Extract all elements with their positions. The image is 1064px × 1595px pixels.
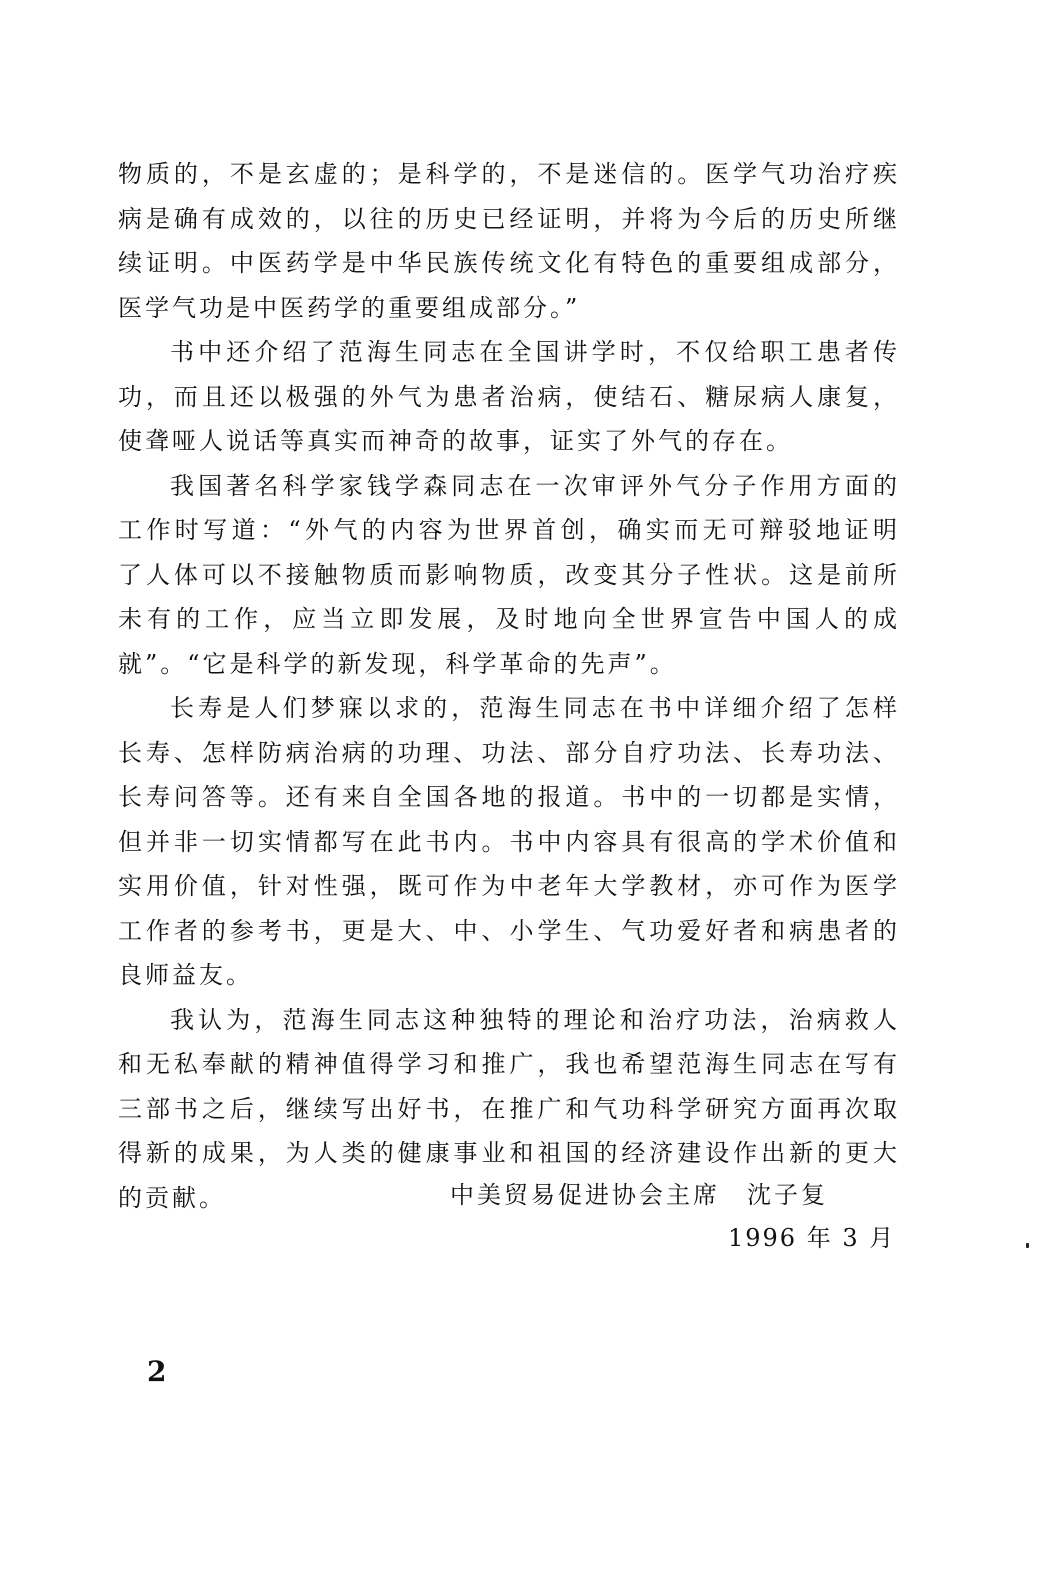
text-line: 的贡献。 xyxy=(118,1183,226,1212)
body-text xyxy=(118,152,900,1220)
author-signature: 中美贸易促进协会主席 沈子复 xyxy=(450,1181,828,1209)
text-line: 和无私奉献的精神值得学习和推广，我也希望范海生同志在写有 xyxy=(118,1050,900,1078)
paragraph xyxy=(118,152,900,330)
text-line: 功，而且还以极强的外气为患者治病，使结石、糖尿病人康复， xyxy=(118,382,900,411)
text-line: 使聋哑人说话等真实而神奇的故事，证实了外气的存在。 xyxy=(118,427,793,455)
scan-speck xyxy=(1026,1243,1029,1248)
paragraph xyxy=(118,464,900,687)
date-line: 1996 年 3 月 xyxy=(728,1224,896,1252)
text-line: 我认为，范海生同志这种独特的理论和治疗功法，治病救人 xyxy=(170,1005,900,1034)
text-line: 长寿、怎样防病治病的功理、功法、部分自疗功法、长寿功法、 xyxy=(118,738,900,767)
text-line: 病是确有成效的，以往的历史已经证明，并将为今后的历史所继 xyxy=(118,204,900,233)
page-number: 2 xyxy=(147,1355,167,1388)
paragraph xyxy=(118,686,900,998)
text-line: 工作时写道：“外气的内容为世界首创，确实而无可辩驳地证明 xyxy=(118,516,900,544)
text-line: 医学气功是中医药学的重要组成部分。” xyxy=(118,293,581,322)
text-line: 实用价值，针对性强，既可作为中老年大学教材，亦可作为医学 xyxy=(118,872,900,900)
text-line: 长寿问答等。还有来自全国各地的报道。书中的一切都是实情， xyxy=(118,783,900,811)
text-line: 得新的成果，为人类的健康事业和祖国的经济建设作出新的更大 xyxy=(118,1139,900,1167)
text-line: 三部书之后，继续写出好书，在推广和气功科学研究方面再次取 xyxy=(118,1094,900,1123)
text-line: 了人体可以不接触物质而影响物质，改变其分子性状。这是前所 xyxy=(118,560,900,589)
text-line: 良师益友。 xyxy=(118,961,253,989)
text-line: 书中还介绍了范海生同志在全国讲学时，不仅给职工患者传 xyxy=(170,338,900,366)
text-line: 续证明。中医药学是中华民族传统文化有特色的重要组成部分， xyxy=(118,249,900,277)
text-line: 长寿是人们梦寐以求的，范海生同志在书中详细介绍了怎样 xyxy=(170,694,900,722)
text-line: 工作者的参考书，更是大、中、小学生、气功爱好者和病患者的 xyxy=(118,916,900,945)
paragraph xyxy=(118,330,900,464)
text-line: 未有的工作，应当立即发展，及时地向全世界宣告中国人的成 xyxy=(118,605,900,633)
text-line: 就”。“它是科学的新发现，科学革命的先声”。 xyxy=(118,649,677,678)
text-line: 物质的，不是玄虚的；是科学的，不是迷信的。医学气功治疗疾 xyxy=(118,160,900,188)
text-line: 我国著名科学家钱学森同志在一次审评外气分子作用方面的 xyxy=(170,471,900,500)
text-line: 但并非一切实情都写在此书内。书中内容具有很高的学术价值和 xyxy=(118,827,900,856)
